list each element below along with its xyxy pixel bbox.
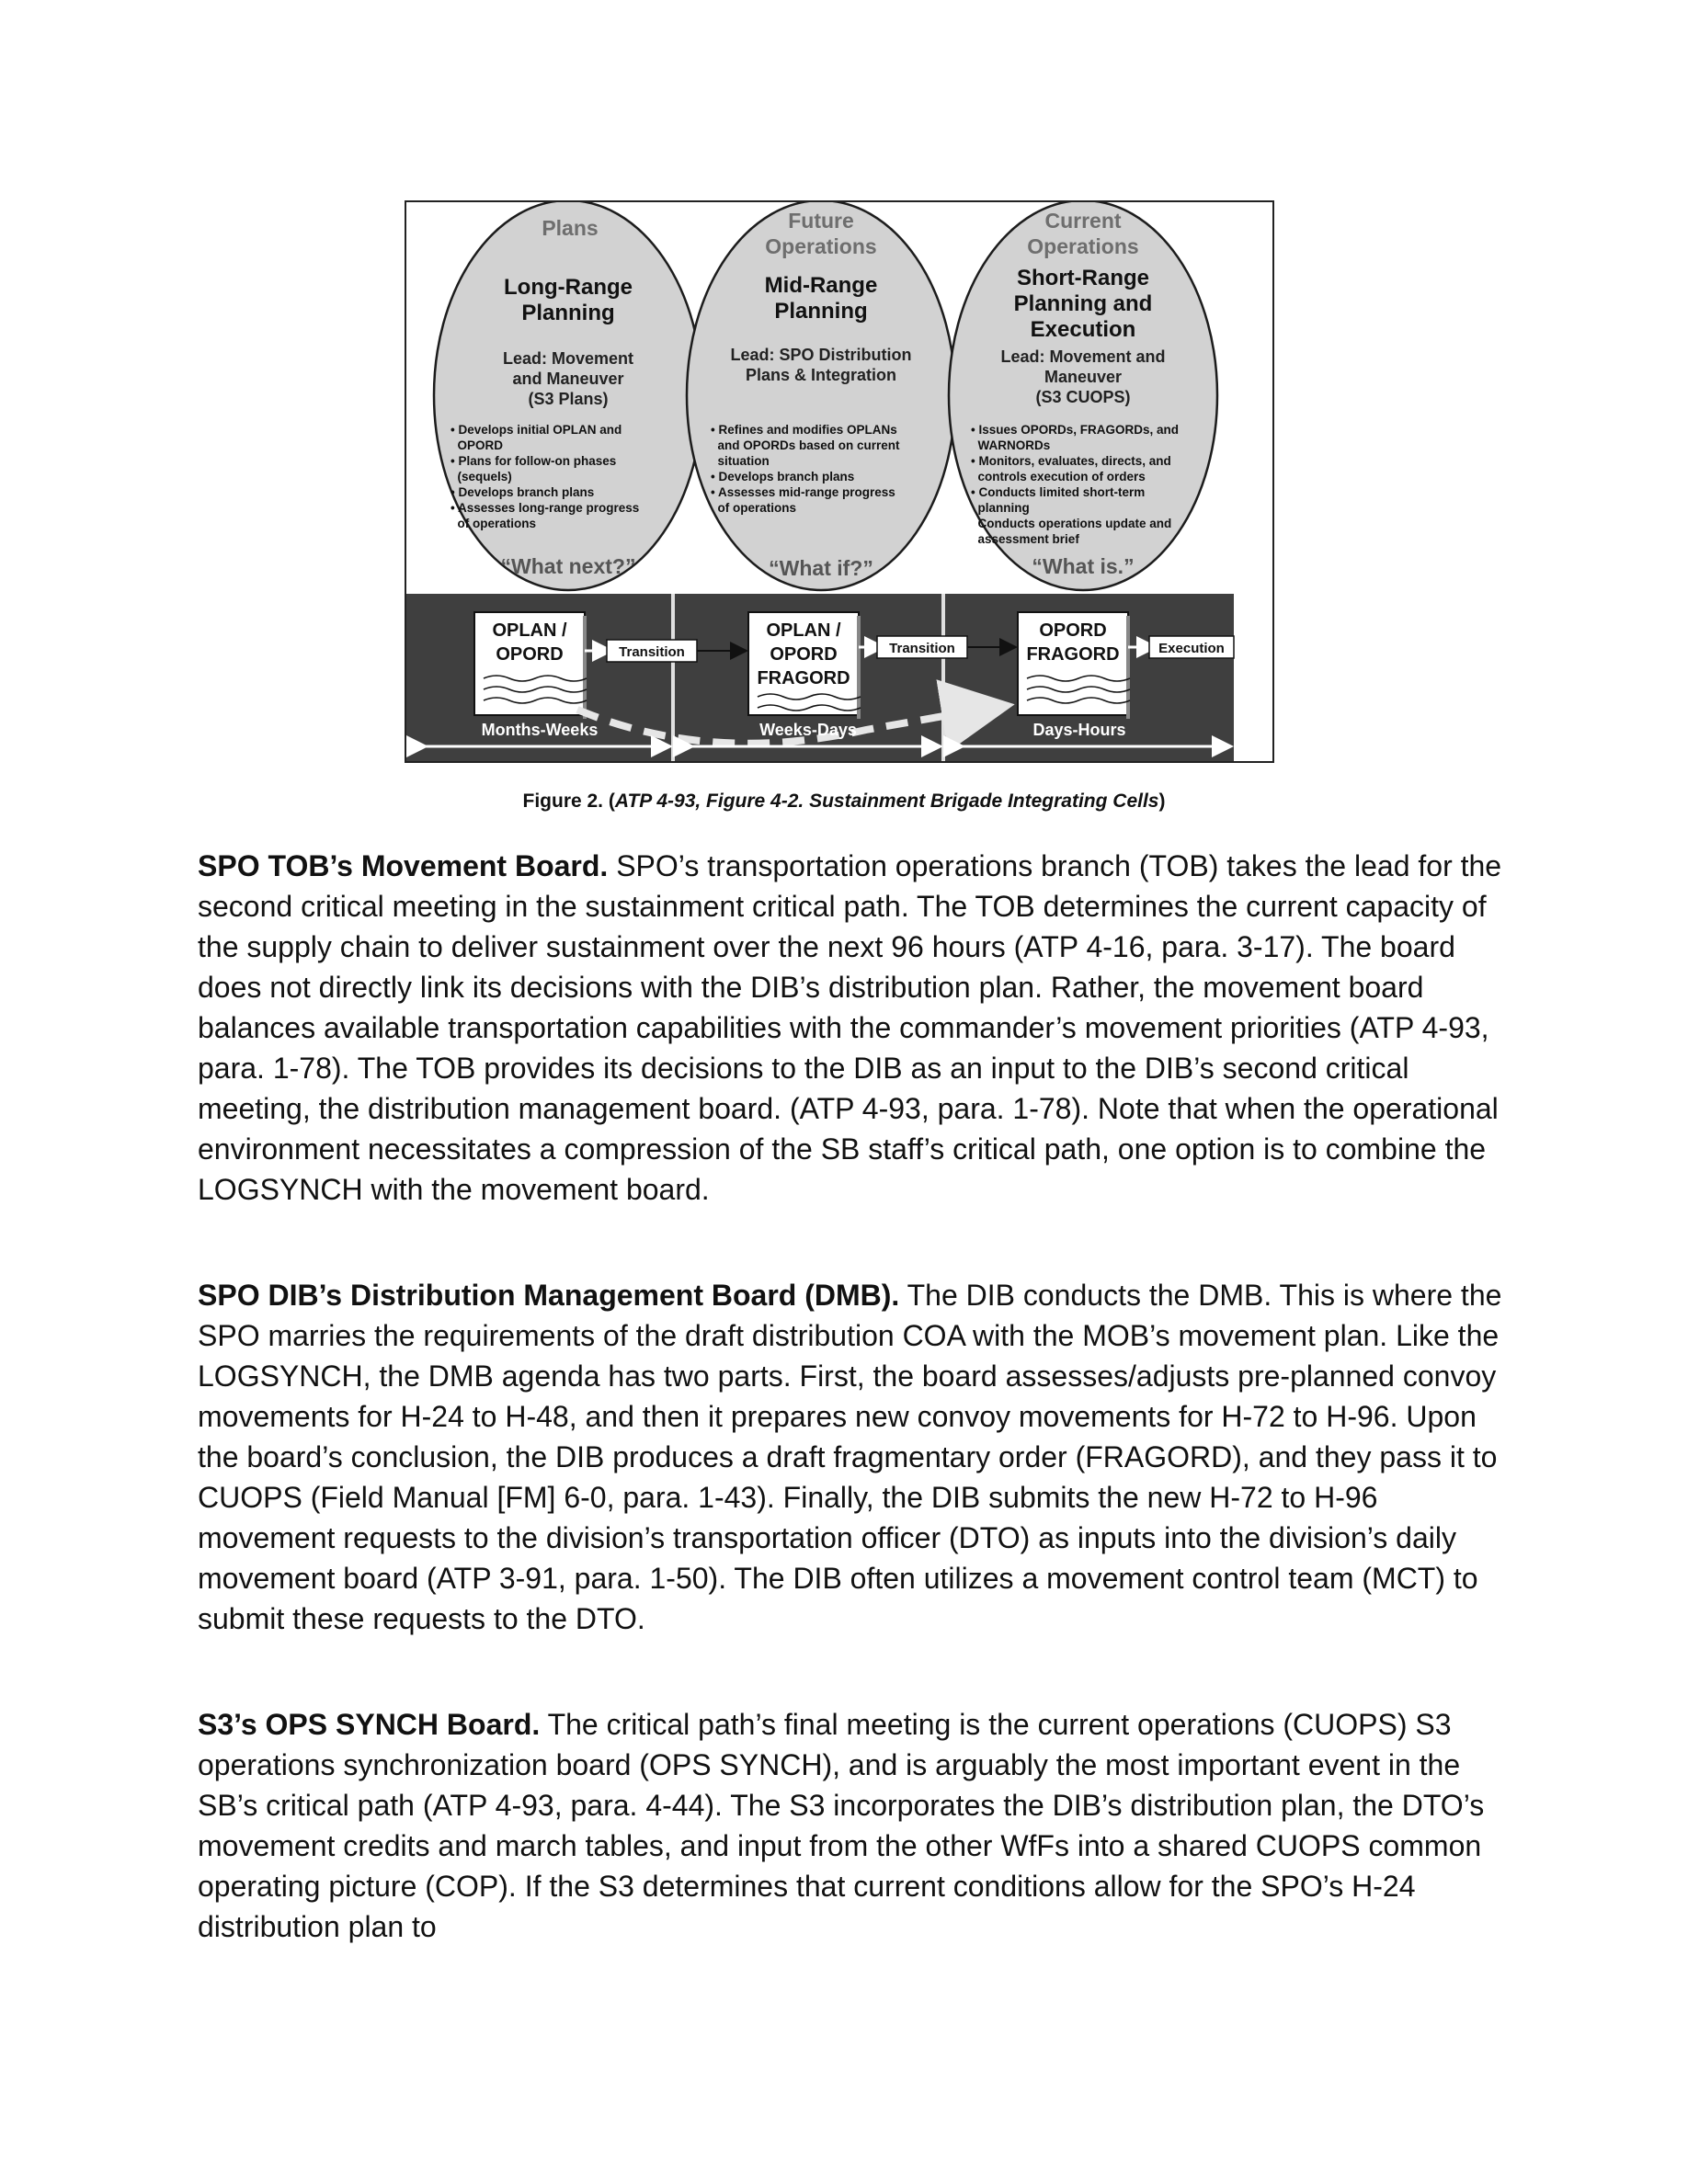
future-bullet-line: and OPORDs based on current (711, 438, 900, 452)
what-if-quote: “What if?” (769, 556, 873, 580)
ops-synch-text: The critical path’s final meeting is the current operations (CUOPS) S3 operations synchronization board (OPS SYNCH), and is arguably the most important event in the SB’s critical path (ATP 4-93, para. 4-44). The S3 incorporates the DIB’s distribution plan, the DTO’s movement credits and march tables, and input from the other WfFs into a shared CUOPS common operating picture (COP). If the S3 determines that current conditions allow for the SPO’s H-24 distribution plan to (198, 1708, 1485, 1943)
figure-diagram (406, 202, 1272, 761)
current-bullet-line: • Monitors, evaluates, directs, and (971, 454, 1171, 468)
distribution-board-heading: SPO DIB’s Distribution Management Board (DMB). (198, 1279, 900, 1312)
short-range-title-3: Execution (1030, 317, 1136, 342)
future-bullet-line: situation (711, 454, 770, 468)
current-bullet-line: Conducts operations update and (971, 517, 1172, 530)
plans-bullet-line: • Plans for follow-on phases (451, 454, 617, 468)
current-bullet-line: assessment brief (971, 532, 1079, 546)
svg-text:OPORD: OPORD (496, 644, 564, 665)
caption-suffix: ) (1158, 791, 1166, 812)
integrating-cells-figure (405, 200, 1274, 763)
oplan-opord-document (474, 612, 587, 719)
future-lead-1: Lead: SPO Distribution (730, 346, 912, 364)
plans-lead-1: Lead: Movement (502, 349, 634, 368)
long-range-title-2: Planning (521, 301, 615, 325)
current-label-1: Current (1044, 209, 1122, 233)
long-range-title-1: Long-Range (504, 275, 633, 300)
svg-text:Transition: Transition (619, 644, 685, 660)
current-bullet-line: • Conducts limited short-term (971, 485, 1146, 499)
svg-text:Transition: Transition (889, 641, 955, 656)
svg-text:OPORD: OPORD (1039, 620, 1107, 641)
weeks-days-label: Weeks-Days (759, 721, 857, 739)
svg-text:OPLAN /: OPLAN / (766, 620, 841, 641)
current-bullet-line: WARNORDs (971, 438, 1051, 452)
ops-synch-paragraph (198, 1704, 1503, 1947)
plans-lead-3: (S3 Plans) (528, 390, 609, 408)
current-bullet-line: planning (971, 501, 1030, 515)
what-is-quote: “What is.” (1032, 554, 1135, 578)
caption-prefix: Figure 2. ( (522, 791, 615, 812)
current-bullet-line: controls execution of orders (971, 470, 1146, 483)
short-range-title-1: Short-Range (1017, 266, 1149, 290)
months-weeks-label: Months-Weeks (481, 721, 599, 739)
figure-caption (0, 791, 1688, 813)
mid-range-title-2: Planning (774, 299, 868, 324)
ops-synch-heading: S3’s OPS SYNCH Board. (198, 1708, 541, 1741)
svg-text:Execution: Execution (1158, 641, 1225, 656)
what-next-quote: “What next?” (500, 554, 636, 578)
opord-fragord-document (1018, 612, 1130, 719)
svg-text:OPORD: OPORD (770, 644, 838, 665)
plans-bullet-line: • Develops initial OPLAN and (451, 423, 622, 437)
plans-bullet-line: of operations (451, 517, 537, 530)
plans-bullet-line: (sequels) (451, 470, 512, 483)
future-bullet-line: • Assesses mid-range progress (711, 485, 895, 499)
movement-board-heading: SPO TOB’s Movement Board. (198, 849, 609, 882)
caption-title: ATP 4-93, Figure 4-2. Sustainment Brigade Integrating Cells (614, 791, 1159, 812)
current-lead-2: Maneuver (1044, 368, 1123, 386)
plans-lead-2: and Maneuver (512, 370, 624, 388)
future-bullet-line: • Develops branch plans (711, 470, 855, 483)
future-bullet-line: of operations (711, 501, 797, 515)
svg-text:OPLAN /: OPLAN / (492, 620, 567, 641)
distribution-board-text: The DIB conducts the DMB. This is where the SPO marries the requirements of the draft distribution COA with the MOB’s movement plan. Like the LOGSYNCH, the DMB agenda has two parts. First, the board assesses/adjusts pre-planned convoy movements for H-24 to H-48, and then it prepares new convoy movements for H-72 to H-96. Upon the board’s conclusion, the DIB produces a draft fragmentary order (FRAGORD), and they pass it to CUOPS (Field Manual [FM] 6-0, para. 1-43). Finally, the DIB submits the new H-72 to H-96 movement requests to the division’s transportation officer (DTO) as inputs into the division’s daily movement board (ATP 3-91, para. 1-50). The DIB often utilizes a movement control team (MCT) to submit these requests to the DTO. (198, 1279, 1502, 1635)
future-label-2: Operations (765, 234, 877, 258)
future-bullet-line: • Refines and modifies OPLANs (711, 423, 897, 437)
future-lead-2: Plans & Integration (745, 366, 897, 384)
movement-board-text: SPO’s transportation operations branch (TOB) takes the lead for the second critical meeting in the sustainment critical path. The TOB determines the current capacity of the supply chain to deliver sustainment over the next 96 hours (ATP 4-16, para. 3-17). The board does not directly link its decisions with the DIB’s distribution plan. Rather, the movement board balances available transportation capabilities with the commander’s movement priorities (ATP 4-93, para. 1-78). The TOB provides its decisions to the DIB as an input to the DIB’s second critical meeting, the distribution management board. (ATP 4-93, para. 1-78). Note that when the operational environment necessitates a compression of the SB staff’s critical path, one option is to combine the LOGSYNCH with the movement board. (198, 849, 1502, 1206)
plans-bullet-line: • Develops branch plans (451, 485, 595, 499)
svg-text:FRAGORD: FRAGORD (757, 668, 850, 688)
future-label-1: Future (788, 209, 854, 233)
current-bullet-line: • Issues OPORDs, FRAGORDs, and (971, 423, 1180, 437)
mid-range-title-1: Mid-Range (764, 273, 878, 298)
movement-board-paragraph (198, 846, 1503, 1210)
current-lead-3: (S3 CUOPS) (1035, 388, 1131, 406)
current-label-2: Operations (1027, 234, 1139, 258)
short-range-title-2: Planning and (1013, 291, 1153, 316)
plans-bullet-line: OPORD (451, 438, 504, 452)
distribution-board-paragraph (198, 1275, 1503, 1639)
future-operations-ellipse (687, 202, 955, 590)
days-hours-label: Days-Hours (1032, 721, 1126, 739)
oplan-opord-fragord-document (748, 612, 861, 719)
plans-label: Plans (542, 216, 599, 240)
svg-text:FRAGORD: FRAGORD (1026, 644, 1120, 665)
plans-bullet-line: • Assesses long-range progress (451, 501, 640, 515)
current-lead-1: Lead: Movement and (1000, 347, 1166, 366)
